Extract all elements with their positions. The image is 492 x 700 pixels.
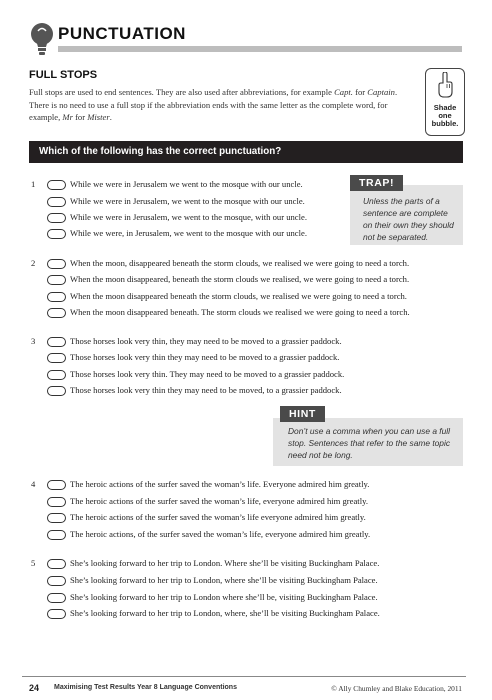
shade-line-3: bubble. bbox=[431, 119, 459, 129]
question-number: 5 bbox=[31, 558, 36, 568]
option-text: She’s looking forward to her trip to London, where, she’ll be visiting Buckingham Palace. bbox=[70, 608, 380, 618]
hint-label: HINT bbox=[280, 406, 325, 422]
trap-text: Unless the parts of a sentence are complete on their own they should not be separated. bbox=[363, 196, 454, 242]
answer-bubble[interactable] bbox=[47, 593, 66, 603]
answer-bubble[interactable] bbox=[47, 213, 66, 223]
option-text: While we were in Jerusalem, we went to the mosque, with our uncle. bbox=[70, 212, 307, 222]
option-text: The heroic actions of the surfer saved the woman’s life, everyone admired him greatly. bbox=[70, 496, 368, 506]
option-text: When the moon, disappeared beneath the storm clouds, we realised we were going to need a torch. bbox=[70, 258, 410, 268]
page-title: PUNCTUATION bbox=[58, 24, 186, 43]
question-number: 2 bbox=[31, 258, 36, 268]
option-text: Those horses look very thin they may need to be moved to a grassier paddock. bbox=[70, 352, 340, 362]
answer-bubble[interactable] bbox=[47, 259, 66, 269]
answer-bubble[interactable] bbox=[47, 292, 66, 302]
answer-bubble[interactable] bbox=[47, 197, 66, 207]
question-number: 1 bbox=[31, 179, 36, 189]
option-text: While we were, in Jerusalem, we went to the mosque with our uncle. bbox=[70, 228, 307, 238]
option-text: While we were in Jerusalem we went to the mosque with our uncle. bbox=[70, 179, 303, 189]
answer-bubble[interactable] bbox=[47, 530, 66, 540]
intro-paragraph: Full stops are used to end sentences. They are also used after abbreviations, for example Capt. for Captain. There is no need to use a full stop if the abbreviation ends with the same letter as the complete word, for example, Mr for Mister. bbox=[29, 87, 398, 123]
answer-bubble[interactable] bbox=[47, 308, 66, 318]
hint-text: Don’t use a comma when you can use a full stop. Sentences that refer to the same topic need not be long. bbox=[288, 426, 451, 460]
pointing-hand-icon bbox=[437, 72, 453, 98]
option-text: She’s looking forward to her trip to London where she’ll be, visiting Buckingham Palace. bbox=[70, 592, 378, 602]
trap-label: TRAP! bbox=[350, 175, 403, 191]
answer-bubble[interactable] bbox=[47, 386, 66, 396]
option-text: When the moon disappeared beneath. The storm clouds we realised we were going to need a torch. bbox=[70, 307, 410, 317]
question-prompt-bar: Which of the following has the correct punctuation? bbox=[29, 141, 463, 163]
answer-bubble[interactable] bbox=[47, 559, 66, 569]
shade-line-2: one bbox=[438, 111, 452, 121]
lightbulb-icon bbox=[30, 22, 54, 58]
option-text: She’s looking forward to her trip to London, where she’ll be visiting Buckingham Palace. bbox=[70, 575, 378, 585]
book-title: Maximising Test Results Year 8 Language Conventions bbox=[54, 684, 237, 691]
answer-bubble[interactable] bbox=[47, 497, 66, 507]
option-text: She’s looking forward to her trip to London. Where she’ll be visiting Buckingham Palace. bbox=[70, 558, 380, 568]
option-text: Those horses look very thin they may need to be moved, to a grassier paddock. bbox=[70, 385, 342, 395]
answer-bubble[interactable] bbox=[47, 576, 66, 586]
answer-bubble[interactable] bbox=[47, 513, 66, 523]
answer-bubble[interactable] bbox=[47, 229, 66, 239]
answer-bubble[interactable] bbox=[47, 480, 66, 490]
option-text: Those horses look very thin. They may need to be moved to a grassier paddock. bbox=[70, 369, 345, 379]
option-text: The heroic actions of the surfer saved the woman’s life everyone admired him greatly. bbox=[70, 512, 366, 522]
section-heading: FULL STOPS bbox=[29, 69, 98, 81]
question-number: 3 bbox=[31, 336, 36, 346]
option-text: The heroic actions, of the surfer saved the woman’s life, everyone admired him greatly. bbox=[70, 529, 371, 539]
option-text: When the moon disappeared, beneath the storm clouds we realised, we were going to need a torch. bbox=[70, 274, 410, 284]
page-number: 24 bbox=[29, 683, 40, 693]
option-text: When the moon disappeared beneath the storm clouds, we realised we were going to need a torch. bbox=[70, 291, 407, 301]
shade-line-1: Shade bbox=[433, 103, 457, 112]
title-underline bbox=[58, 46, 462, 52]
option-text: Those horses look very thin, they may need to be moved to a grassier paddock. bbox=[70, 336, 342, 346]
option-text: The heroic actions of the surfer saved the woman’s life. Everyone admired him greatly. bbox=[70, 479, 370, 489]
answer-bubble[interactable] bbox=[47, 370, 66, 380]
option-text: While we were in Jerusalem, we went to the mosque with our uncle. bbox=[70, 196, 305, 206]
answer-bubble[interactable] bbox=[47, 275, 66, 285]
question-number: 4 bbox=[31, 479, 36, 489]
answer-bubble[interactable] bbox=[47, 337, 66, 347]
answer-bubble[interactable] bbox=[47, 353, 66, 363]
answer-bubble[interactable] bbox=[47, 180, 66, 190]
shade-instruction-box bbox=[425, 68, 465, 136]
answer-bubble[interactable] bbox=[47, 609, 66, 619]
copyright-notice: © Ally Chumley and Blake Education, 2011 bbox=[331, 684, 462, 693]
footer-divider bbox=[22, 676, 466, 677]
